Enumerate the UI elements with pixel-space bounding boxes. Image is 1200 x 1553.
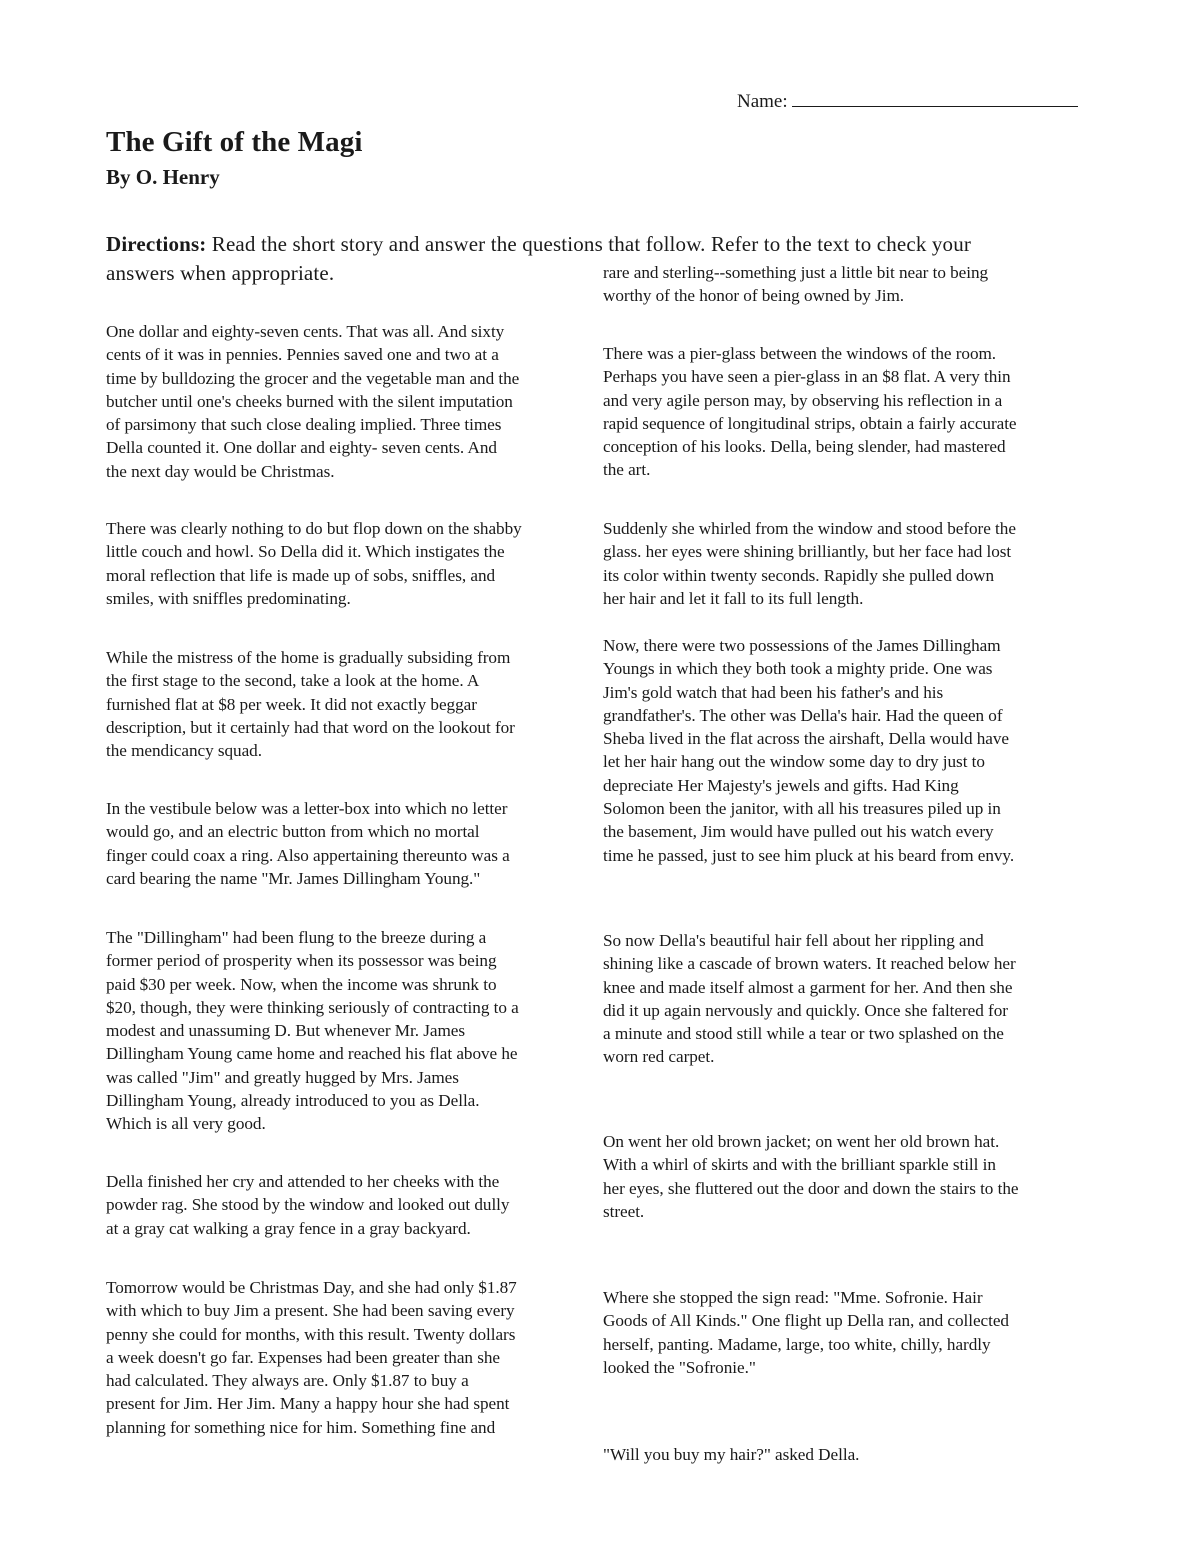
text-line: With a whirl of skirts and with the brilliant sparkle still in xyxy=(603,1155,996,1175)
text-line: In the vestibule below was a letter-box into which no letter xyxy=(106,799,508,818)
text-line: Dillingham Young, already introduced to you as Della. xyxy=(106,1091,480,1111)
text-line: Youngs in which they both took a mighty pride. One was xyxy=(603,659,993,679)
text-line: Which is all very good. xyxy=(106,1114,266,1134)
text-line: herself, panting. Madame, large, too white, chilly, hardly xyxy=(603,1334,991,1354)
text-line: her eyes, she fluttered out the door and down the stairs to the xyxy=(603,1178,1019,1198)
text-line: time by bulldozing the grocer and the vegetable man and the xyxy=(106,368,520,388)
text-line: smiles, with sniffles predominating. xyxy=(106,588,351,608)
right-paragraph-2 xyxy=(603,342,1087,482)
text-line: moral reflection that life is made up of sobs, sniffles, and xyxy=(106,565,496,585)
right-paragraph-8 xyxy=(603,1443,1087,1466)
text-line: powder rag. She stood by the window and looked out dully xyxy=(106,1195,510,1215)
text-line: modest and unassuming D. But whenever Mr. James xyxy=(106,1021,466,1041)
text-line: Perhaps you have seen a pier-glass in an $8 flat. A very thin xyxy=(603,367,1011,387)
text-line: with which to buy Jim a present. She had been saving every xyxy=(106,1301,515,1321)
left-paragraph-3 xyxy=(106,646,588,762)
text-line: penny she could for months, with this result. Twenty dollars xyxy=(106,1324,516,1344)
text-line: description, but it certainly had that word on the lookout for xyxy=(106,717,515,737)
text-line: glass. her eyes were shining brilliantly, but her face had lost xyxy=(603,542,1012,562)
text-line: card bearing the name "Mr. James Dillingham Young." xyxy=(106,868,481,888)
text-line: the next day would be Christmas. xyxy=(106,461,335,481)
text-line: grandfather's. The other was Della's hair. Had the queen of xyxy=(603,705,1003,725)
name-blank-line xyxy=(792,88,1078,107)
text-line: and very agile person may, by observing his reflection in a xyxy=(603,390,1003,410)
text-line: There was clearly nothing to do but flop down on the shabby xyxy=(106,519,522,538)
text-line: its color within twenty seconds. Rapidly she pulled down xyxy=(603,565,995,585)
text-line: worn red carpet. xyxy=(603,1047,715,1067)
text-line: let her hair hang out the window some day to dry just to xyxy=(603,752,985,772)
text-line: "Will you buy my hair?" asked Della. xyxy=(603,1445,860,1464)
text-line: On went her old brown jacket; on went her old brown hat. xyxy=(603,1132,1000,1151)
text-line: Solomon been the janitor, with all his treasures piled up in xyxy=(603,799,1001,819)
story-title: The Gift of the Magi xyxy=(106,126,363,158)
text-line: There was a pier-glass between the windows of the room. xyxy=(603,344,997,363)
text-line: finger could coax a ring. Also appertaining thereunto was a xyxy=(106,845,510,865)
text-line: While the mistress of the home is gradually subsiding from xyxy=(106,648,511,667)
text-line: One dollar and eighty-seven cents. That was all. And sixty xyxy=(106,322,505,341)
text-line: shining like a cascade of brown waters. It reached below her xyxy=(603,954,1016,974)
right-paragraph-4 xyxy=(603,634,1087,867)
text-line: her hair and let it fall to its full length. xyxy=(603,588,864,608)
text-line: Sheba lived in the flat across the airshaft, Della would have xyxy=(603,729,1009,749)
directions-line-1: Read the short story and answer the questions that follow. Refer to the text to check your xyxy=(206,232,972,256)
text-line: was called "Jim" and greatly hugged by Mrs. James xyxy=(106,1067,459,1087)
text-line: The "Dillingham" had been flung to the breeze during a xyxy=(106,928,487,947)
right-paragraph-5 xyxy=(603,929,1087,1069)
text-line: butcher until one's cheeks burned with the silent imputation xyxy=(106,391,513,411)
text-line: Della counted it. One dollar and eighty- seven cents. And xyxy=(106,438,497,458)
right-paragraph-3 xyxy=(603,517,1087,610)
text-line: Della finished her cry and attended to her cheeks with the xyxy=(106,1172,500,1191)
text-line: Where she stopped the sign read: "Mme. Sofronie. Hair xyxy=(603,1288,983,1307)
text-line: Goods of All Kinds." One flight up Della ran, and collected xyxy=(603,1311,1009,1331)
left-paragraph-2 xyxy=(106,517,588,610)
text-line: would go, and an electric button from which no mortal xyxy=(106,822,480,842)
text-line: depreciate Her Majesty's jewels and gifts. Had King xyxy=(603,775,959,795)
left-paragraph-1 xyxy=(106,320,588,483)
right-paragraph-6 xyxy=(603,1130,1087,1223)
text-line: cents of it was in pennies. Pennies saved one and two at a xyxy=(106,345,499,365)
text-line: conception of his looks. Della, being slender, had mastered xyxy=(603,437,1006,457)
right-paragraph-1 xyxy=(603,261,1087,308)
text-line: present for Jim. Her Jim. Many a happy hour she had spent xyxy=(106,1394,510,1414)
directions-line-2: answers when appropriate. xyxy=(106,261,335,285)
directions-label: Directions: xyxy=(106,232,207,256)
text-line: planning for something nice for him. Something fine and xyxy=(106,1417,496,1437)
text-line: the first stage to the second, take a look at the home. A xyxy=(106,671,480,691)
text-line: Now, there were two possessions of the James Dillingham xyxy=(603,636,1001,655)
text-line: a minute and stood still while a tear or two splashed on the xyxy=(603,1024,1004,1044)
story-author: By O. Henry xyxy=(106,165,220,189)
name-field xyxy=(737,88,1078,114)
left-paragraph-7 xyxy=(106,1276,588,1439)
text-line: rare and sterling--something just a little bit near to being xyxy=(603,263,989,282)
text-line: of parsimony that such close dealing implied. Three times xyxy=(106,415,502,435)
text-line: the mendicancy squad. xyxy=(106,741,262,761)
text-line: street. xyxy=(603,1201,645,1221)
text-line: rapid sequence of longitudinal strips, obtain a fairly accurate xyxy=(603,413,1017,433)
text-line: had calculated. They always are. Only $1.87 to buy a xyxy=(106,1371,469,1391)
left-paragraph-5 xyxy=(106,926,588,1136)
right-paragraph-7 xyxy=(603,1286,1087,1379)
text-line: knee and made itself almost a garment for her. And then she xyxy=(603,977,1013,997)
text-line: Suddenly she whirled from the window and stood before the xyxy=(603,519,1016,538)
name-label: Name: xyxy=(737,91,788,112)
text-line: worthy of the honor of being owned by Jim. xyxy=(603,286,905,306)
text-line: time he passed, just to see him pluck at his beard from envy. xyxy=(603,845,1015,865)
text-line: looked the "Sofronie." xyxy=(603,1357,756,1377)
left-paragraph-4 xyxy=(106,797,588,890)
text-line: little couch and howl. So Della did it. Which instigates the xyxy=(106,542,505,562)
text-line: did it up again nervously and quickly. Once she faltered for xyxy=(603,1000,1008,1020)
text-line: the basement, Jim would have pulled out his watch every xyxy=(603,822,994,842)
text-line: a week doesn't go far. Expenses had been greater than she xyxy=(106,1347,500,1367)
text-line: So now Della's beautiful hair fell about her rippling and xyxy=(603,931,984,950)
text-line: $20, though, they were thinking seriously of contracting to a xyxy=(106,997,519,1017)
text-line: paid $30 per week. Now, when the income was shrunk to xyxy=(106,974,497,994)
text-line: Jim's gold watch that had been his father's and his xyxy=(603,682,944,702)
left-paragraph-6 xyxy=(106,1170,588,1240)
text-line: Tomorrow would be Christmas Day, and she had only $1.87 xyxy=(106,1278,517,1297)
text-line: Dillingham Young came home and reached his flat above he xyxy=(106,1044,518,1064)
text-line: former period of prosperity when its possessor was being xyxy=(106,951,497,971)
text-line: the art. xyxy=(603,460,651,480)
text-line: furnished flat at $8 per week. It did not exactly beggar xyxy=(106,694,477,714)
text-line: at a gray cat walking a gray fence in a gray backyard. xyxy=(106,1218,471,1238)
